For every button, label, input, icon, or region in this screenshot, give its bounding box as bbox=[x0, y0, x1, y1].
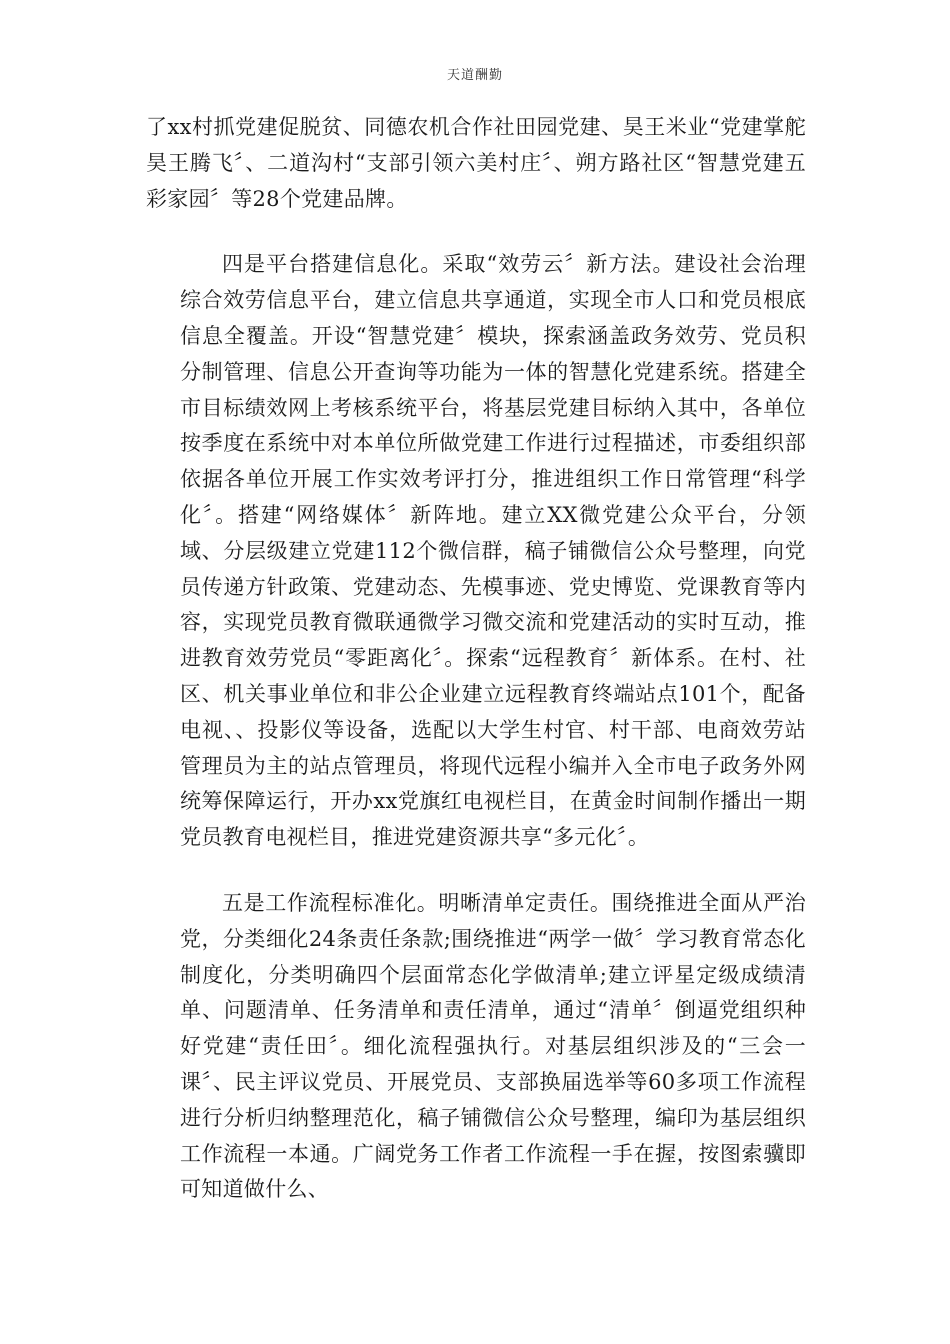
paragraph-workflow-standardization: 五是工作流程标准化。明晰清单定责任。围绕推进全面从严治党，分类细化24条责任条款;围绕推进“两学一做〞学习教育常态化制度化，分类明确四个层面常态化学做清单;建立评星定级成绩清单、问题清单、任务清单和责任清单，通过“清单〞倒逼党组织种好党建“责任田〞。细化流程强执行。对基层组织涉及的“三会一课〞、民主评议党员、开展党员、支部换届选举等60多项工作流程进行分析归纳整理范化，稿子铺微信公众号整理，编印为基层组织工作流程一本通。广阔党务工作者工作流程一手在握，按图索骥即可知道做什么、 bbox=[180, 890, 806, 1202]
document-body bbox=[146, 110, 806, 1208]
paragraph-continuation: 了xx村抓党建促脱贫、同德农机合作社田园党建、昊王米业“党建掌舵昊王腾飞〞、二道沟村“支部引领六美村庄〞、朔方路社区“智慧党建五彩家园〞等28个党建品牌。 bbox=[146, 115, 806, 211]
paragraph-platform-informatization: 四是平台搭建信息化。采取“效劳云〞新方法。建设社会治理综合效劳信息平台，建立信息共享通道，实现全市人口和党员根底信息全覆盖。开设“智慧党建〞模块，探索涵盖政务效劳、党员积分制管理、信息公开查询等功能为一体的智慧化党建系统。搭建全市目标绩效网上考核系统平台，将基层党建目标纳入其中，各单位按季度在系统中对本单位所做党建工作进行过程描述，市委组织部依据各单位开展工作实效考评打分，推进组织工作日常管理“科学化〞。搭建“网络媒体〞新阵地。建立XX微党建公众平台，分领域、分层级建立党建112个微信群，稿子铺微信公众号整理，向党员传递方针政策、党建动态、先模事迹、党史博览、党课教育等内容，实现党员教育微联通微学习微交流和党建活动的实时互动，推进教育效劳党员“零距离化〞。探索“远程教育〞新体系。在村、社区、机关事业单位和非公企业建立远程教育终端站点101个，配备电视、、投影仪等设备，选配以大学生村官、村干部、电商效劳站管理员为主的站点管理员，将现代远程小编并入全市电子政务外网统筹保障运行，开办xx党旗红电视栏目，在黄金时间制作播出一期党员教育电视栏目，推进党建资源共享“多元化〞。 bbox=[180, 252, 806, 850]
page-header: 天道酬勤 bbox=[446, 68, 503, 83]
